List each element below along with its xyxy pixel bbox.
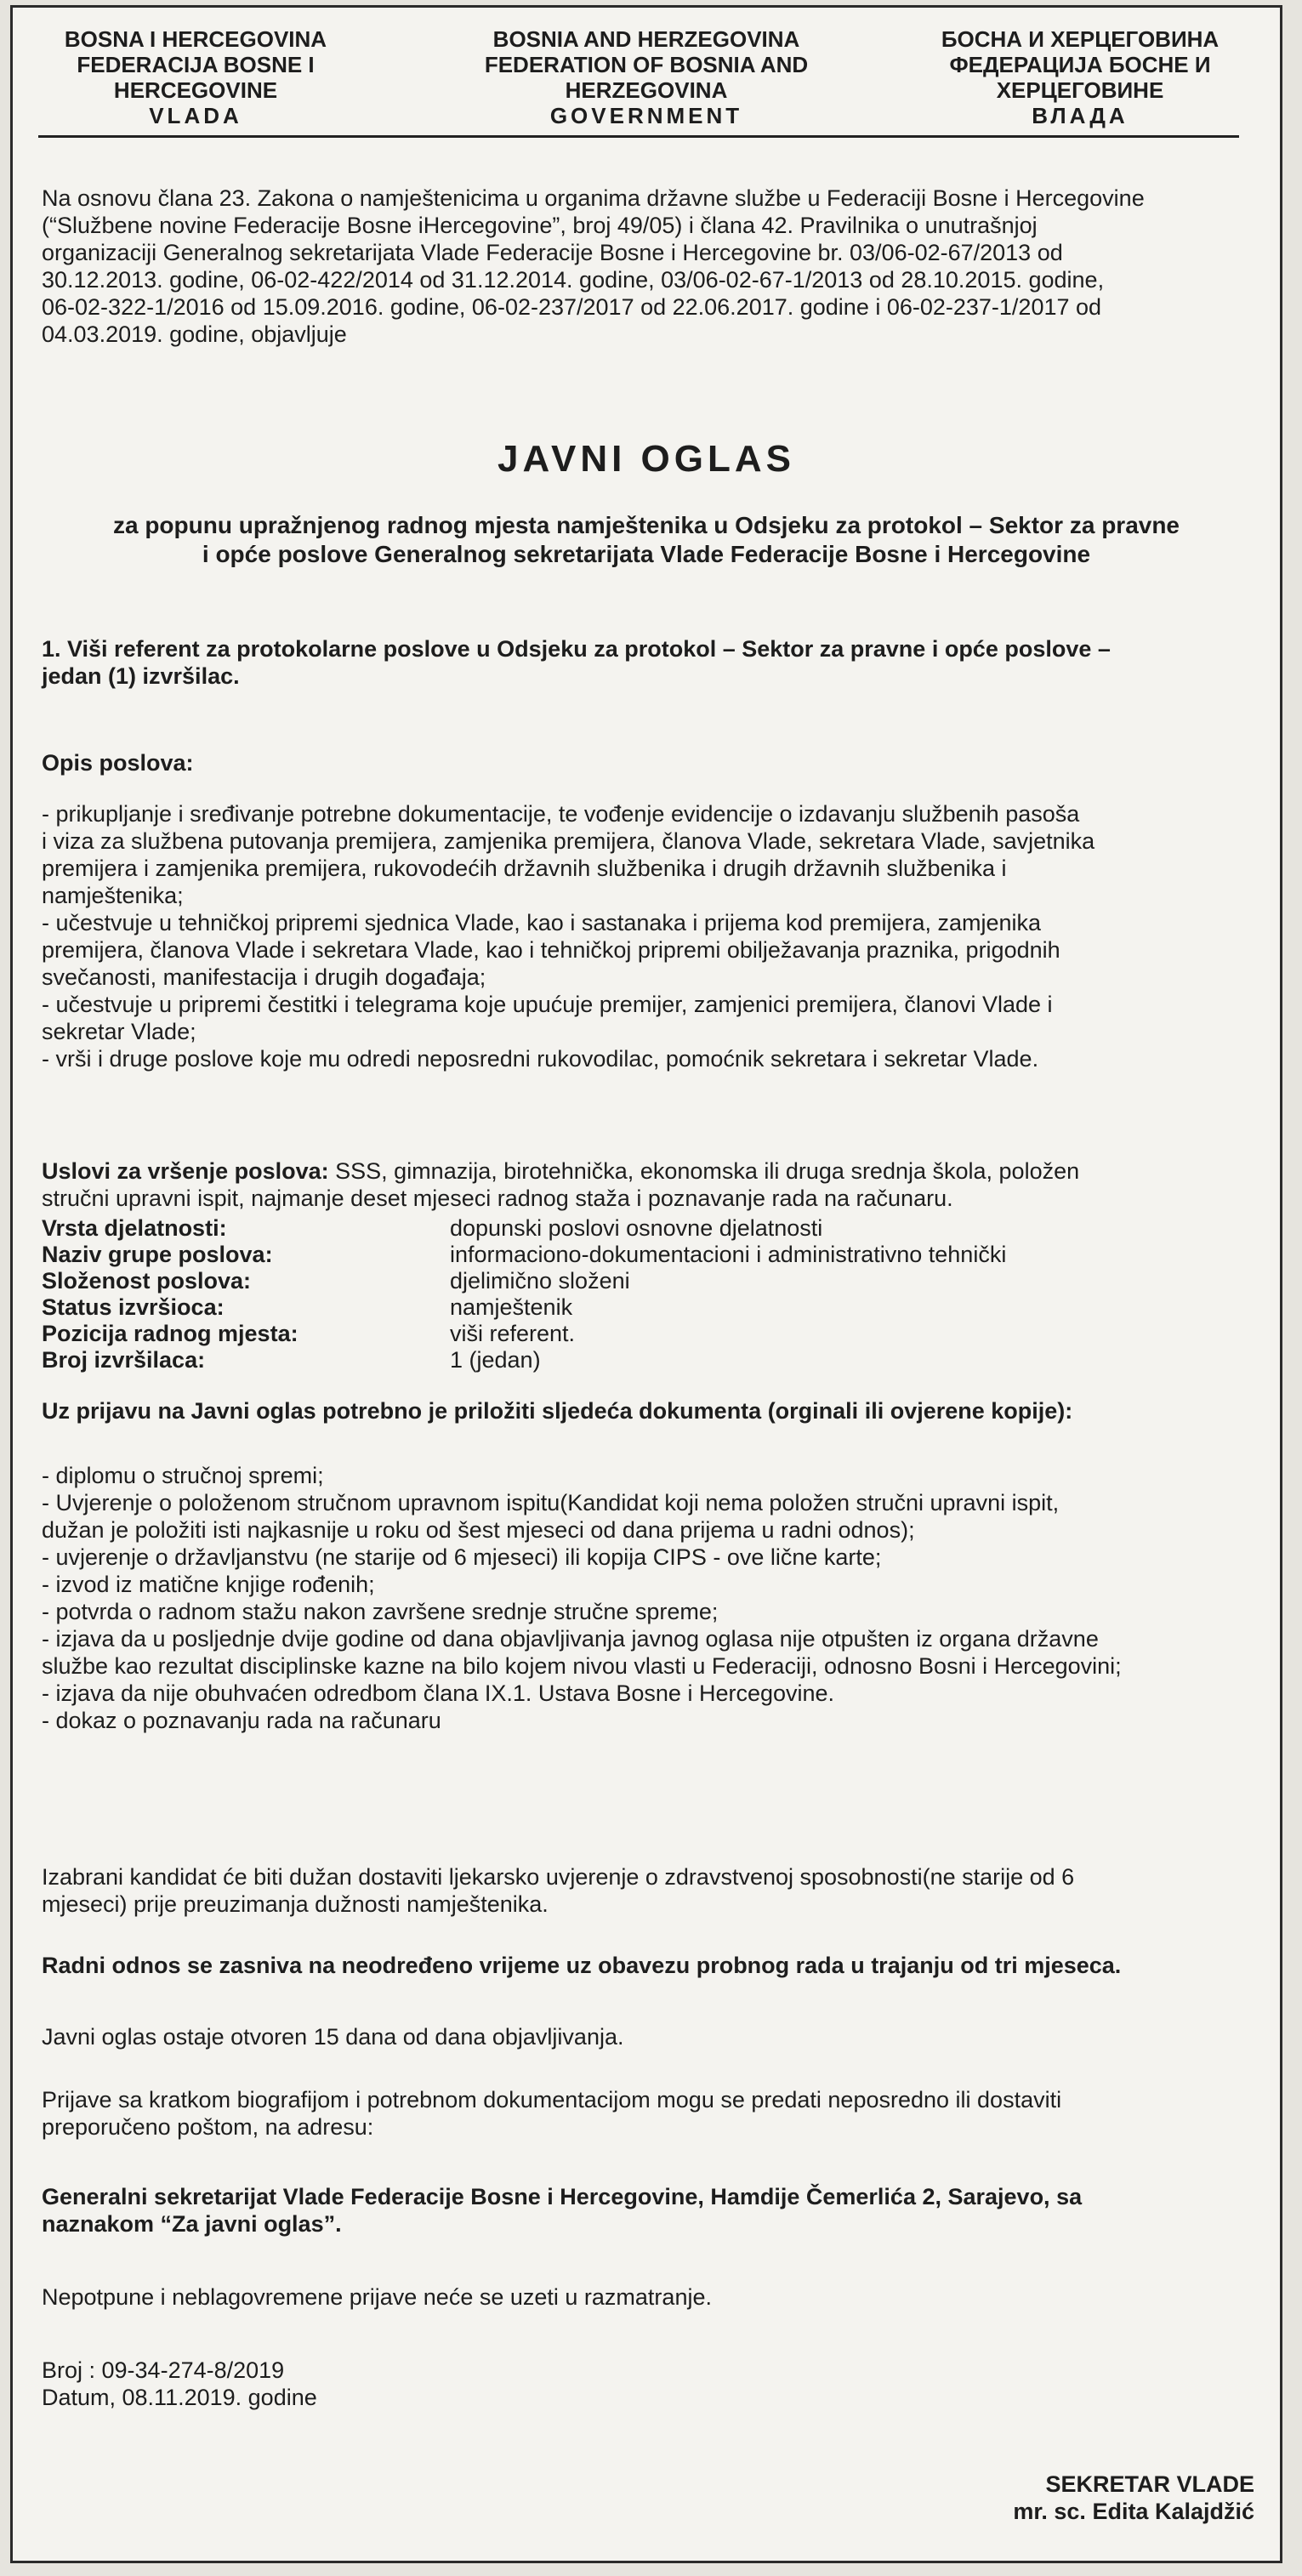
detail-key: Vrsta djelatnosti:: [42, 1215, 227, 1241]
header-line: ВЛАДА: [1032, 103, 1129, 128]
submission-paragraph: [42, 2086, 1249, 2141]
header-line: FEDERACIJA BOSNE I: [77, 52, 315, 77]
text-line: Prijave sa kratkom biografijom i potrebnom dokumentacijom mogu se predati neposredno ili dostaviti: [42, 2087, 1062, 2113]
text-line: 1. Viši referent za protokolarne poslove u Odsjeku za protokol – Sektor za pravne i opće poslove –: [42, 636, 1111, 662]
list-item: - potvrda o radnom stažu nakon završene srednje stručne spreme;: [42, 1599, 719, 1624]
detail-value: viši referent.: [450, 1321, 576, 1346]
text-line: jedan (1) izvršilac.: [42, 663, 240, 689]
medical-paragraph: [42, 1863, 1249, 1918]
conditions: [42, 1157, 1249, 1212]
list-item: - izvod iz matične knjige rođenih;: [42, 1572, 375, 1597]
list-item: - prikupljanje i sređivanje potrebne dokumentacije, te vođenje evidencije o izdavanju službenih pasoša: [42, 801, 1080, 827]
header-line: ХЕРЦЕГОВИНЕ: [996, 77, 1164, 103]
text-line: 06-02-322-1/2016 od 15.09.2016. godine, 06-02-237/2017 od 22.06.2017. godine i 06-02-237-1/2017 od: [42, 294, 1102, 320]
list-item: dužan je položiti isti najkasnije u roku od šest mjeseci od dana prijema u radni odnos);: [42, 1517, 915, 1543]
list-item: - učestvuje u tehničkoj pripremi sjednica Vlade, kao i sastanaka i prijema kod premijera, zamjenika: [42, 910, 1042, 935]
header-divider: [38, 135, 1239, 138]
public-notice: [10, 5, 1282, 2563]
text-line: organizaciji Generalnog sekretarijata Vlade Federacije Bosne i Hercegovine br. 03/06-02-67/2013 od: [42, 240, 1063, 265]
text-line: 04.03.2019. godine, objavljuje: [42, 321, 347, 347]
list-item: - uvjerenje o državljanstvu (ne starije od 6 mjeseci) ili kopija CIPS - ove lične karte;: [42, 1544, 882, 1570]
detail-key: Složenost poslova:: [42, 1268, 252, 1294]
text-line: 30.12.2013. godine, 06-02-422/2014 od 31.12.2014. godine, 03/06-02-67-1/2013 od 28.10.2015. godine,: [42, 267, 1105, 293]
text-line: (“Službene novine Federacije Bosne iHercegovine”, broj 49/05) i člana 42. Pravilnika o unutrašnjoj: [42, 213, 1038, 238]
text-line: preporučeno poštom, na adresu:: [42, 2114, 374, 2140]
header-cyrillic: [897, 26, 1263, 128]
list-item: sekretar Vlade;: [42, 1019, 196, 1044]
text-line: Na osnovu člana 23. Zakona o namještenicima u organima državne službe u Federaciji Bosne i Hercegovine: [42, 185, 1145, 211]
detail-key: Pozicija radnog mjesta:: [42, 1321, 298, 1346]
duties-heading: Opis poslova:: [42, 750, 194, 776]
documents-heading: Uz prijavu na Javni oglas potrebno je priložiti sljedeća dokumenta (orginali ili ovjerene kopije):: [42, 1398, 1073, 1424]
list-item: i viza za službena putovanja premijera, zamjenika premijera, članova Vlade, sekretara Vlade, savjetnika: [42, 828, 1095, 854]
list-item: službe kao rezultat disciplinske kazne na bilo kojem nivou vlasti u Federaciji, odnosno Bosni i Hercegovini;: [42, 1653, 1122, 1679]
position-heading: [42, 635, 1249, 690]
detail-value: informaciono-dokumentacioni i administrativno tehnički: [450, 1242, 1007, 1267]
conditions-text: stručni upravni ispit, najmanje deset mjeseci radnog staža i poznavanje rada na računaru.: [42, 1186, 953, 1211]
header-line: БОСНА И ХЕРЦЕГОВИНА: [941, 26, 1220, 52]
text-line: Izabrani kandidat će biti dužan dostaviti ljekarsko uvjerenje o zdravstvenoj sposobnosti(ne starije od 6: [42, 1864, 1075, 1890]
list-item: svečanosti, manifestacija i drugih događaja;: [42, 964, 486, 990]
incomplete-note: Nepotpune i neblagovremene prijave neće se uzeti u razmatranje.: [42, 2284, 712, 2310]
header-line: ФЕДЕРАЦИЈА БОСНЕ И: [949, 52, 1211, 77]
detail-key: Naziv grupe poslova:: [42, 1242, 273, 1267]
detail-value: djelimično složeni: [450, 1268, 630, 1294]
conditions-text: SSS, gimnazija, birotehnička, ekonomska ili druga srednja škola, položen: [328, 1158, 1080, 1184]
conditions-label: Uslovi za vršenje poslova:: [42, 1158, 329, 1184]
list-item: premijera, članova Vlade i sekretara Vlade, kao i tehničkoj pripremi obilježavanja praznika, prigodnih: [42, 937, 1060, 963]
header-line: BOSNA I HERCEGOVINA: [64, 26, 327, 52]
text-line: naznakom “Za javni oglas”.: [42, 2211, 342, 2237]
list-item: - dokaz o poznavanju rada na računaru: [42, 1708, 441, 1733]
text-line: Generalni sekretarijat Vlade Federacije Bosne i Hercegovine, Hamdije Čemerlića 2, Sarajevo, sa: [42, 2184, 1083, 2209]
reference-number: Broj : 09-34-274-8/2019: [42, 2357, 285, 2383]
open-period: Javni oglas ostaje otvoren 15 dana od dana objavljivanja.: [42, 2024, 624, 2050]
documents-list: [42, 1462, 1249, 1734]
detail-key: Broj izvršilaca:: [42, 1347, 206, 1373]
list-item: - vrši i druge poslove koje mu odredi neposredni rukovodilac, pomoćnik sekretara i sekretar Vlade.: [42, 1046, 1039, 1072]
header-bosnian: [38, 26, 353, 128]
header-line: VLADA: [149, 103, 242, 128]
list-item: - Uvjerenje o položenom stručnom upravnom ispitu(Kandidat koji nema položen stručni upravni ispit,: [42, 1490, 1060, 1515]
address-block: [42, 2183, 1249, 2238]
header-line: HERCEGOVINE: [113, 77, 278, 103]
list-item: namještenika;: [42, 883, 184, 908]
list-item: premijera i zamjenika premijera, rukovodećih državnih službenika i drugih državnih službenika i: [42, 856, 1007, 881]
header-line: BOSNIA AND HERZEGOVINA: [492, 26, 800, 52]
notice-title: JAVNI OGLAS: [497, 438, 795, 480]
duties-list: [42, 800, 1249, 1072]
signature-block: [1013, 2471, 1254, 2525]
reference-date: Datum, 08.11.2019. godine: [42, 2385, 317, 2410]
detail-value: 1 (jedan): [450, 1347, 541, 1373]
signatory-role: SEKRETAR VLADE: [1045, 2471, 1254, 2497]
header-line: FEDERATION OF BOSNIA AND: [484, 52, 809, 77]
detail-key: Status izvršioca:: [42, 1294, 225, 1320]
signatory-name: mr. sc. Edita Kalajdžić: [1013, 2499, 1254, 2524]
detail-value: namještenik: [450, 1294, 573, 1320]
header-english: [463, 26, 829, 128]
text-line: i opće poslove Generalnog sekretarijata Vlade Federacije Bosne i Hercegovine: [202, 541, 1091, 567]
header-line: HERZEGOVINA: [565, 77, 728, 103]
notice-subtitle: [64, 511, 1229, 569]
list-item: - izjava da nije obuhvaćen odredbom člana IX.1. Ustava Bosne i Hercegovine.: [42, 1680, 835, 1706]
text-line: mjeseci) prije preuzimanja dužnosti namještenika.: [42, 1891, 549, 1917]
intro-paragraph: [42, 185, 1249, 348]
detail-value: dopunski poslovi osnovne djelatnosti: [450, 1215, 823, 1241]
employment-terms: Radni odnos se zasniva na neodređeno vrijeme uz obavezu probnog rada u trajanju od tri mjeseca.: [42, 1953, 1122, 1978]
list-item: - učestvuje u pripremi čestitki i telegrama koje upućuje premijer, zamjenici premijera, članovi Vlade i: [42, 992, 1053, 1017]
reference-block: [42, 2357, 1249, 2411]
list-item: - izjava da u posljednje dvije godine od dana objavljivanja javnog oglasa nije otpušten iz organa državne: [42, 1626, 1099, 1652]
list-item: - diplomu o stručnoj spremi;: [42, 1463, 324, 1488]
text-line: za popunu upražnjenog radnog mjesta namještenika u Odsjeku za protokol – Sektor za pravne: [112, 512, 1180, 538]
header-line: GOVERNMENT: [549, 103, 743, 128]
